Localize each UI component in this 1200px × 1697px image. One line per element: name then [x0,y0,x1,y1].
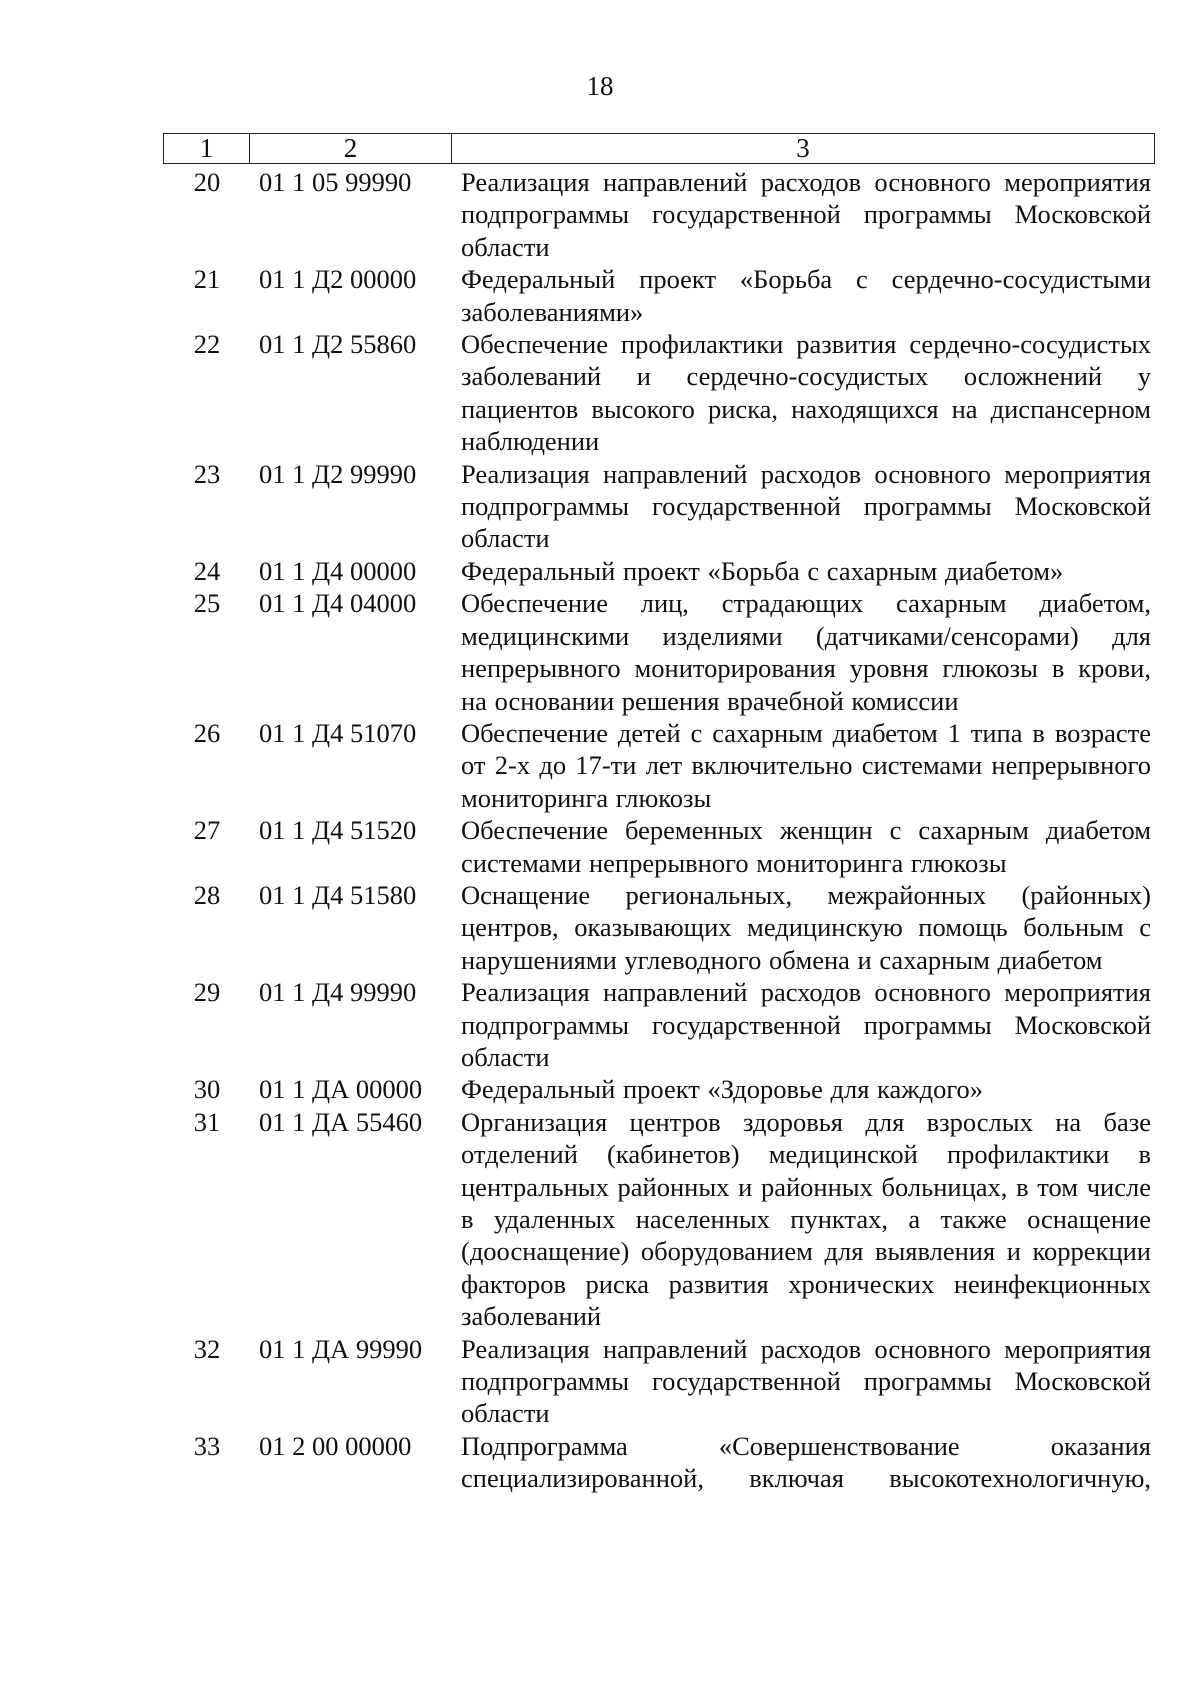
row-code: 01 1 Д2 55860 [259,329,417,360]
row-description: Организация центров здоровья для взрослых на базе отделений (кабинетов) медицинской профилактики в центральных районных и районных больницах, в том числе в удаленных населенных пунктах, а также оснащение (дооснащение) оборудованием для выявления и коррекции факторов риска развития хронических неинфекционных заболеваний [461,1106,1151,1332]
row-code: 01 1 Д4 51580 [259,879,417,910]
row-code: 01 1 Д4 99990 [259,977,417,1008]
page-number: 18 [586,71,614,101]
row-number: 21 [193,264,221,295]
table-row [163,1073,1155,1105]
row-number: 26 [193,717,221,748]
table-row [163,717,1155,814]
row-code: 01 1 Д4 04000 [259,588,417,619]
row-description: Реализация направлений расходов основного мероприятия подпрограммы государственной программы Московской области [461,977,1151,1072]
header-col-1: 1 [164,134,250,163]
table-row [163,555,1155,587]
row-number: 27 [193,815,221,846]
row-description: Реализация направлений расходов основного мероприятия подпрограммы государственной программы Московской области [461,458,1151,554]
table-row [163,1106,1155,1333]
row-code: 01 1 ДА 99990 [259,1333,423,1364]
table-row [163,1430,1155,1495]
row-description: Обеспечение беременных женщин с сахарным диабетом системами непрерывного мониторинга глюкозы [461,815,1151,878]
row-code: 01 1 Д4 51070 [259,717,417,748]
table-body [163,166,1155,1495]
row-description: Реализация направлений расходов основного мероприятия подпрограммы государственной программы Московской области [461,1333,1151,1429]
table-row [163,976,1155,1073]
row-code: 01 1 ДА 00000 [259,1074,423,1105]
row-number: 31 [193,1106,221,1137]
row-description: Обеспечение детей с сахарным диабетом 1 типа в возрасте от 2-х до 17-ти лет включительно системами непрерывного мониторинга глюкозы [461,717,1151,813]
row-number: 25 [193,588,221,619]
row-code: 01 1 Д2 99990 [259,458,417,489]
row-number: 30 [193,1074,221,1105]
row-number: 20 [193,167,221,197]
table-row [163,458,1155,555]
row-code: 01 1 Д4 51520 [259,815,417,846]
row-description: Подпрограмма «Совершенствование оказания специализированной, включая высокотехнологичную, [461,1430,1151,1494]
table-row [163,1333,1155,1430]
row-code: 01 1 05 99990 [259,167,412,197]
table-row [163,814,1155,879]
table-row [163,328,1155,458]
table-row [163,263,1155,328]
row-code: 01 1 ДА 55460 [259,1106,423,1137]
row-code: 01 1 Д4 00000 [259,555,417,586]
row-code: 01 1 Д2 00000 [259,264,417,295]
row-number: 22 [193,329,221,360]
row-description: Обеспечение профилактики развития сердечно-сосудистых заболеваний и сердечно-сосудистых осложнений у пациентов высокого риска, находящихся на диспансерном наблюдении [461,329,1151,457]
row-code: 01 2 00 00000 [259,1430,412,1461]
table-row [163,587,1155,717]
row-description: Реализация направлений расходов основного мероприятия подпрограммы государственной программы Московской области [461,167,1151,262]
row-number: 28 [193,879,221,910]
row-number: 23 [193,458,221,489]
row-description: Федеральный проект «Здоровье для каждого» [461,1074,984,1105]
table-header [163,133,1155,164]
row-description: Федеральный проект «Борьба с сахарным диабетом» [461,555,1064,586]
row-description: Оснащение региональных, межрайонных (районных) центров, оказывающих медицинскую помощь больным с нарушениями углеводного обмена и сахарным диабетом [461,879,1151,975]
row-number: 33 [193,1430,221,1461]
header-col-2: 2 [250,134,452,163]
table-row [163,166,1155,263]
row-description: Федеральный проект «Борьба с сердечно-сосудистыми заболеваниями» [461,264,1151,327]
row-description: Обеспечение лиц, страдающих сахарным диабетом, медицинскими изделиями (датчиками/сенсорами) для непрерывного мониторирования уровня глюкозы в крови, на основании решения врачебной комиссии [461,588,1151,716]
row-number: 29 [193,977,221,1008]
row-number: 24 [193,555,221,586]
row-number: 32 [193,1333,221,1364]
table-row [163,879,1155,976]
header-col-3: 3 [796,133,810,163]
